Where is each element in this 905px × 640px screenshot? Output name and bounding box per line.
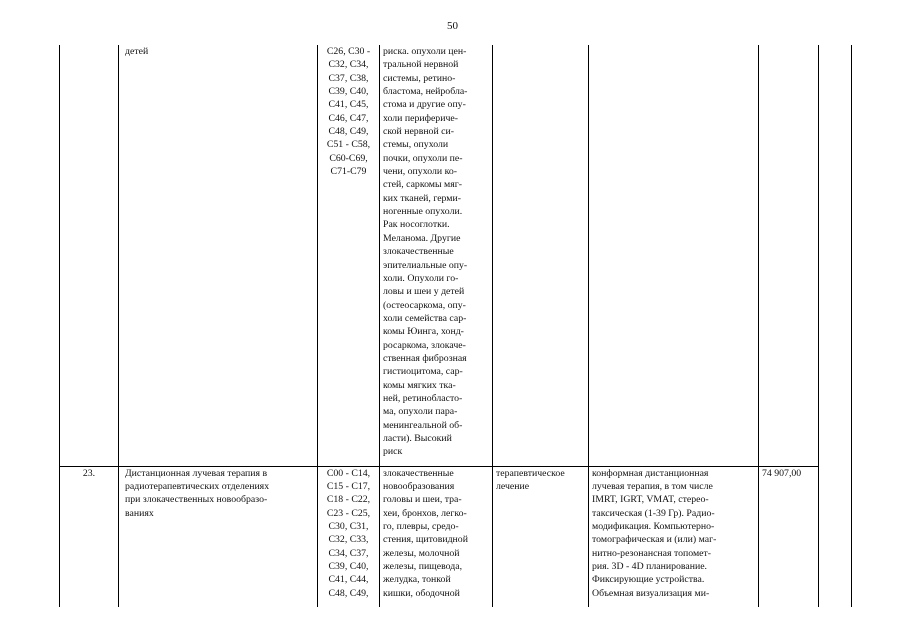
- cell-text-line: Меланома. Другие: [383, 232, 461, 244]
- cell-text-line: ма, опухоли пара-: [383, 406, 458, 418]
- treatment-method-cell: [589, 45, 759, 466]
- cell-text-line: гистиоцитома, сар-: [383, 366, 463, 378]
- cell-text-line: кишки, ободочной: [383, 587, 460, 599]
- cell-text-line: менингеальной об-: [383, 419, 463, 431]
- treatment-type-cell: [493, 45, 589, 466]
- cell-text-line: холи. Опухоли го-: [383, 272, 459, 284]
- cell-text-line: ваниях: [125, 507, 154, 519]
- icd-codes-cell: [318, 45, 380, 466]
- cell-text-line: C51 - C58,: [326, 139, 371, 151]
- treatment-method-cell: [589, 466, 759, 607]
- cell-text-line: стения, щитовидной: [383, 534, 468, 546]
- cell-text-line: детей: [125, 46, 149, 57]
- cell-text-line: C34, C37,: [328, 547, 369, 559]
- care-type-cell: [119, 45, 318, 466]
- cell-text-line: C18 - C22,: [326, 494, 371, 506]
- cell-text-line: конформная дистанционная: [592, 467, 709, 479]
- row-number-cell: 23.: [60, 466, 119, 607]
- cell-text-line: бластома, нейробла-: [383, 86, 468, 98]
- cell-text-line: C00 - C14,: [326, 467, 371, 479]
- cell-text-line: C39, C40,: [328, 86, 369, 98]
- cell-text-line: злокачественные: [383, 246, 454, 258]
- cell-text-line: железы, молочной: [383, 547, 460, 559]
- cell-text-line: росаркома, злокаче-: [383, 339, 466, 351]
- cell-text-line: лечение: [496, 480, 530, 492]
- cell-text-line: (остеосаркома, опу-: [383, 299, 466, 311]
- cell-text-line: стей, саркомы мяг-: [383, 179, 463, 191]
- cell-text-line: ловы и шеи у детей: [383, 286, 465, 298]
- cell-text-line: C48, C49,: [328, 126, 369, 138]
- cell-text-line: хеи, бронхов, легко-: [383, 507, 467, 519]
- cell-text-line: железы, пищевода,: [383, 560, 463, 572]
- cell-text-line: почки, опухоли пе-: [383, 152, 463, 164]
- cell-text-line: холи семейства сар-: [383, 312, 467, 324]
- cell-text-line: C48, C49,: [328, 587, 369, 599]
- cell-text-line: C71-C79: [330, 166, 367, 178]
- cell-text-line: риск: [383, 446, 403, 458]
- cell-text-line: модификация. Компьютерно-: [592, 520, 715, 532]
- cell-text-line: ственная фиброзная: [383, 352, 467, 364]
- cell-text-line: комы Юинга, хонд-: [383, 326, 464, 338]
- cell-text-line: C46, C47,: [328, 112, 369, 124]
- cell-text-line: риска. опухоли цен-: [383, 46, 467, 57]
- cell-text-line: стома и другие опу-: [383, 99, 466, 111]
- diagnosis-cell: [380, 466, 493, 607]
- cell-text-line: C37, C38,: [328, 72, 369, 84]
- cell-text-line: C39, C40,: [328, 560, 369, 572]
- cell-text-line: таксическая (1-39 Гр). Радио-: [592, 507, 715, 519]
- cell-text-line: ногенные опухоли.: [383, 206, 463, 218]
- cell-text-line: системы, ретино-: [383, 72, 456, 84]
- cell-text-line: при злокачественных новообразо-: [125, 494, 268, 506]
- table-row: [60, 45, 819, 466]
- care-type-cell: [119, 466, 318, 607]
- cell-text-line: C23 - C25,: [326, 507, 371, 519]
- cell-text-line: рия. 3D - 4D планирование.: [592, 560, 707, 572]
- cell-text-line: C26, C30 -: [326, 46, 371, 57]
- medical-care-table: [59, 45, 819, 607]
- cell-text-line: Рак носоглотки.: [383, 219, 450, 231]
- cell-text-line: ких тканей, герми-: [383, 192, 462, 204]
- row-number-cell: [60, 45, 119, 466]
- cell-text-line: эпителиальные опу-: [383, 259, 468, 271]
- treatment-type-cell: [493, 466, 589, 607]
- cell-text-line: радиотерапевтических отделениях: [125, 480, 270, 492]
- cost-cell: 74 907,00: [759, 466, 819, 607]
- diagnosis-cell: [380, 45, 493, 466]
- cell-text-line: терапевтическое: [496, 467, 565, 479]
- cell-text-line: C60-C69,: [329, 152, 368, 164]
- page-border-line: [851, 45, 852, 607]
- cell-text-line: ласти). Высокий: [383, 432, 452, 444]
- cell-text-line: C30, C31,: [328, 520, 369, 532]
- cell-text-line: стемы, опухоли: [383, 139, 449, 151]
- cell-text-line: головы и шеи, тра-: [383, 494, 462, 506]
- cell-text-line: ней, ретинобласто-: [383, 392, 463, 404]
- cell-text-line: чени, опухоли ко-: [383, 166, 457, 178]
- cell-text-line: C32, C34,: [328, 59, 369, 71]
- cell-text-line: злокачественные: [383, 467, 454, 479]
- page-number: 50: [447, 20, 458, 32]
- cell-text-line: го, плевры, средо-: [383, 520, 459, 532]
- icd-codes-cell: [318, 466, 380, 607]
- cell-text-line: новообразования: [383, 480, 455, 492]
- cost-cell: [759, 45, 819, 466]
- cell-text-line: Фиксирующие устройства.: [592, 574, 705, 586]
- cell-text-line: Объемная визуализация ми-: [592, 587, 710, 599]
- cell-text-line: холи перифериче-: [383, 112, 458, 124]
- table-row: [60, 466, 819, 607]
- cell-text-line: Дистанционная лучевая терапия в: [125, 467, 268, 479]
- cell-text-line: C32, C33,: [328, 534, 369, 546]
- cell-text-line: C41, C45,: [328, 99, 369, 111]
- cell-text-line: IMRT, IGRT, VMAT, стерео-: [592, 494, 709, 506]
- cell-text-line: комы мягких тка-: [383, 379, 456, 391]
- cell-text-line: C41, C44,: [328, 574, 369, 586]
- cell-text-line: томографическая и (или) маг-: [592, 534, 717, 546]
- cell-text-line: нитно-резонансная топомет-: [592, 547, 712, 559]
- cell-text-line: лучевая терапия, в том числе: [592, 480, 713, 492]
- cell-text-line: тральной нервной: [383, 59, 459, 71]
- cell-text-line: C15 - C17,: [326, 480, 371, 492]
- cell-text-line: желудка, тонкой: [383, 574, 451, 586]
- cell-text-line: ской нервной си-: [383, 126, 455, 138]
